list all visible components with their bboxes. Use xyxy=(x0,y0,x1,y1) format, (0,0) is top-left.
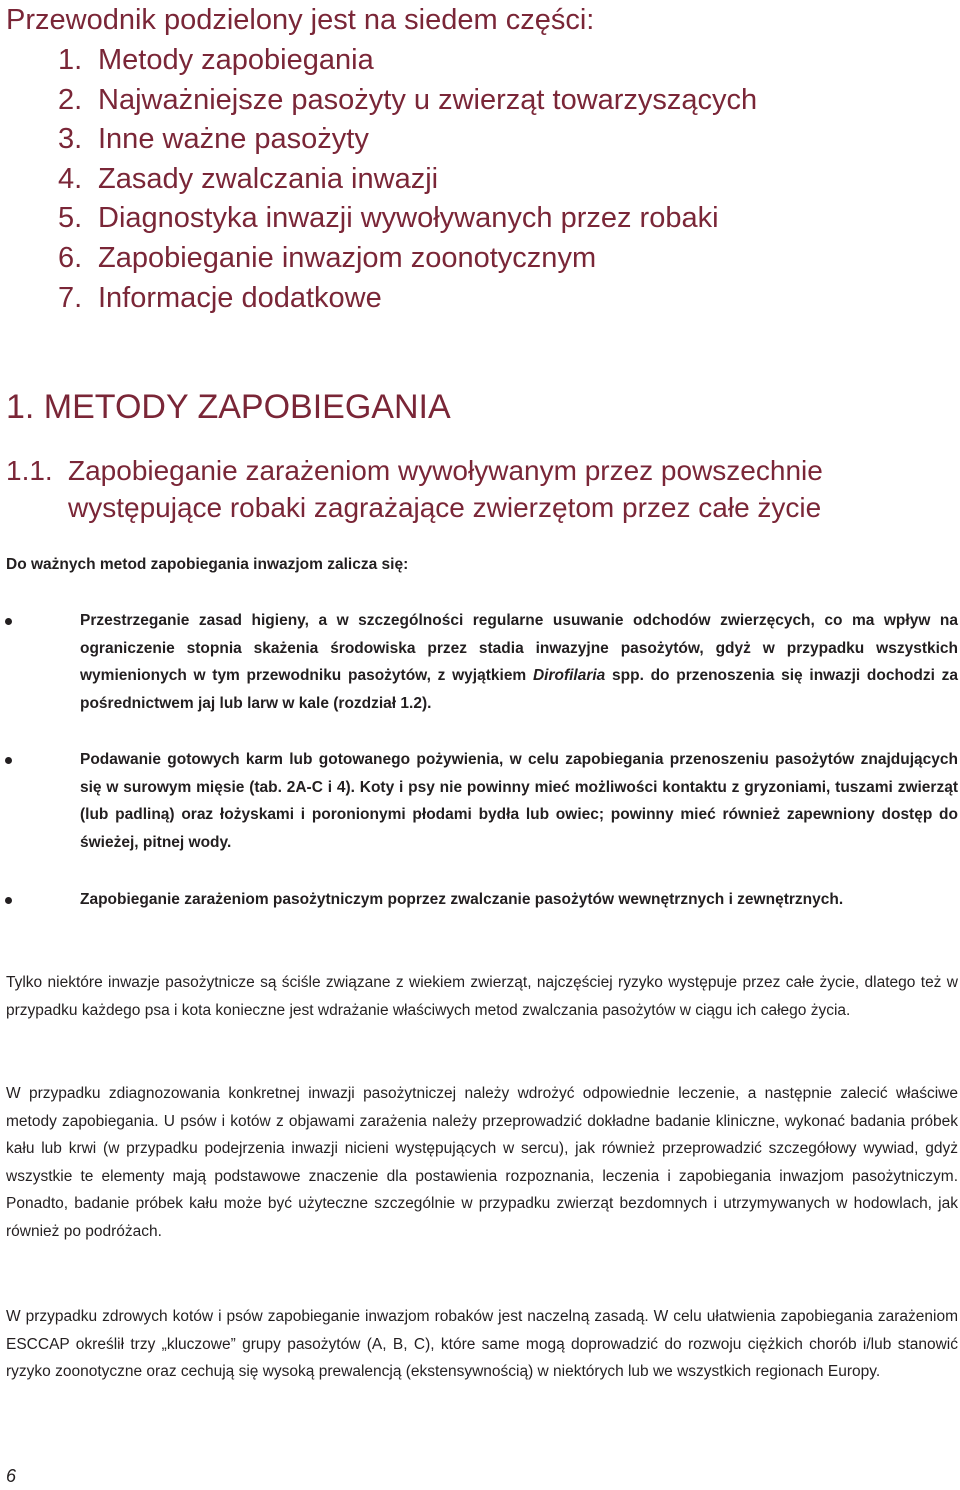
bullet-item xyxy=(80,607,958,717)
bullet-italic-term: Dirofilaria xyxy=(532,667,606,684)
toc-item-label: Diagnostyka inwazji wywoływanych przez robaki xyxy=(98,202,719,235)
body-paragraph: W przypadku zdrowych kotów i psów zapobieganie inwazjom robaków jest naczelną zasadą. W celu ułatwienia zapobiegania zarażeniom ESCCAP określił trzy „kluczowe” grupy pasożytów (A, B, C), które same mogą doprowadzić do rozwoju ciężkich chorób i/lub stanowić ryzyko zoonotyczne oraz cechują się wysoką prewalencją (ekstensywnością) w niektórych lub we wszystkich regionach Europy. xyxy=(6,1308,958,1381)
toc-item xyxy=(58,239,757,279)
toc-item-label: Informacje dodatkowe xyxy=(98,281,382,314)
toc-item-label: Metody zapobiegania xyxy=(98,44,374,76)
subsection-number: 1.1. xyxy=(6,455,53,486)
toc-item xyxy=(58,199,757,239)
toc-item-number: 1. xyxy=(58,44,83,76)
toc-item-number: 4. xyxy=(58,162,83,195)
intro-title: Przewodnik podzielony jest na siedem części: xyxy=(6,4,595,36)
bullet-text: Przestrzeganie zasad higieny, a w szczególności regularne usuwanie odchodów zwierzęcych, co ma wpływ na ograniczenie stopnia skażenia środowiska przez stadia inwazyjne pasożytów, gdyż w przypadku wszystkich wymienionych w tym przewodniku pasożytów, z wyjątkiem xyxy=(80,612,958,684)
body-paragraph: W przypadku zdiagnozowania konkretnej inwazji pasożytniczej należy wdrożyć odpowiednie leczenie, a następnie zalecić właściwe metody zapobiegania. U psów i kotów z objawami zarażenia należy przeprowadzić dokładne badanie kliniczne, wykonać badania próbek kału lub krwi (w przypadku podejrzenia inwazji nicieni występujących w sercu), jak również przeprowadzić szczegółowy wywiad, gdyż wszystkie te elementy mają podstawowe znaczenie dla postawienia rozpoznania, leczenia i zapobiegania inwazjom pasożytniczym. Ponadto, badanie próbek kału może być użyteczne szczególnie w przypadku zwierząt bezdomnych i utrzymywanych w hodowlach, jak również po podróżach. xyxy=(6,1085,958,1240)
table-of-contents xyxy=(58,41,757,318)
body-paragraph: Tylko niektóre inwazje pasożytnicze są ściśle związane z wiekiem zwierząt, najczęściej ryzyko występuje przez całe życie, dlatego też w przypadku każdego psa i kota konieczne jest wdrażanie właściwych metod zwalczania pasożytów w ciągu ich całego życia. xyxy=(6,974,958,1019)
toc-item xyxy=(58,41,757,81)
toc-item-number: 3. xyxy=(58,123,83,156)
section-heading: 1. METODY ZAPOBIEGANIA xyxy=(6,388,451,426)
toc-item-label: Zasady zwalczania inwazji xyxy=(98,162,439,195)
bullet-dot-icon xyxy=(5,618,12,625)
bullet-text: Podawanie gotowych karm lub gotowanego pożywienia, w celu zapobiegania przenoszeniu pasożytów znajdujących się w surowym mięsie (tab. 2A-C i 4). Koty i psy nie powinny mieć możliwości kontaktu z gryzoniami, tuszami zwierząt (lub padliną) oraz łożyskami i poronionymi płodami bydła lub owiec; powinny mieć również zapewniony dostęp do świeżej, pitnej wody. xyxy=(80,751,958,851)
page-number: 6 xyxy=(6,1466,17,1486)
bullet-item xyxy=(80,746,958,856)
toc-item-number: 7. xyxy=(58,281,83,314)
toc-item xyxy=(58,120,757,160)
subsection-title-line-2: występujące robaki zagrażające zwierzętom przez całe życie xyxy=(68,492,822,523)
bullet-dot-icon xyxy=(5,897,12,904)
toc-item-label: Najważniejsze pasożyty u zwierząt towarzyszących xyxy=(98,83,758,116)
bullet-text-cont: spp. do przenoszenia się inwazji dochodzi za pośrednictwem jaj lub larw w kale (rozdział 1.2). xyxy=(80,667,959,712)
bullet-dot-icon xyxy=(5,757,12,764)
toc-item-number: 2. xyxy=(58,83,83,116)
toc-item xyxy=(58,279,757,319)
subsection-title-line-1: Zapobieganie zarażeniom wywoływanym przez powszechnie xyxy=(68,455,823,486)
toc-item-number: 6. xyxy=(58,241,83,274)
toc-item-number: 5. xyxy=(58,202,83,235)
toc-item-label: Inne ważne pasożyty xyxy=(98,123,369,156)
bullet-text: Zapobieganie zarażeniom pasożytniczym poprzez zwalczanie pasożytów wewnętrznych i zewnętrznych. xyxy=(80,891,844,908)
toc-item xyxy=(58,160,757,200)
toc-item-label: Zapobieganie inwazjom zoonotycznym xyxy=(98,241,597,274)
subsection-heading xyxy=(6,452,823,526)
bullet-item xyxy=(80,886,958,914)
toc-item xyxy=(58,81,757,121)
lead-text: Do ważnych metod zapobiegania inwazjom zalicza się: xyxy=(6,556,409,573)
